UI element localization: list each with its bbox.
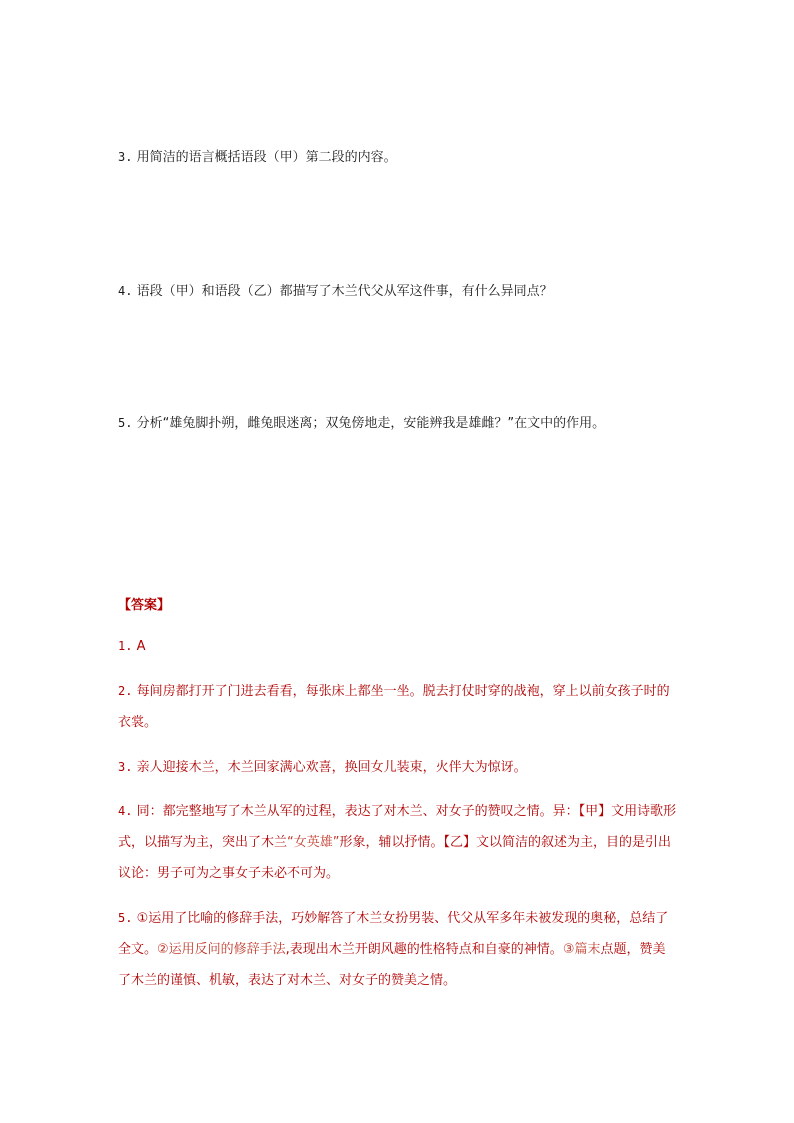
answer-number: 2. (118, 684, 133, 698)
answer-3 (118, 752, 678, 783)
answer-text: 形象，辅以抒情。 (339, 835, 444, 850)
answer-4 (118, 796, 678, 889)
answer-text-highlight: ③篇末 (562, 942, 601, 957)
tag-jia: 【甲】 (578, 804, 612, 819)
question-number: 5. (118, 416, 133, 430)
answer-text: 亲人迎接木兰，木兰回家满心欢喜，换回女儿装束，火伴大为惊讶。 (136, 760, 527, 775)
answer-text: 每间房都打开了门进去看看，每张床上都坐一坐。脱去打仗时穿的战袍，穿上以前女孩子时的衣裳。 (118, 684, 670, 730)
answer-2 (118, 676, 678, 738)
answer-number: 5. (118, 911, 133, 925)
answer-1 (118, 631, 678, 662)
answer-text-highlight: ②运用反问的修辞手法 (157, 942, 286, 957)
question-4 (118, 282, 553, 301)
question-5 (118, 414, 605, 433)
question-3 (118, 148, 397, 167)
question-text: 分析“雄兔脚扑朔，雌兔眼迷离；双兔傍地走，安能辨我是雄雌？”在文中的作用。 (136, 416, 606, 431)
answer-text: 文以简洁的叙述为主，目的是引出议论：男子可为之事女子未必不可为。 (118, 835, 672, 881)
quote-heroine: “女英雄” (287, 835, 340, 850)
answer-text: ①运用了比喻的修辞手法，巧妙解答了木兰女扮男装、代父从军多年未被发现的奥秘，总结了全文。 (118, 911, 669, 957)
answer-text: A (136, 639, 146, 654)
answer-text: 点题，赞美了木兰的谨慎、机敏，表达了对木兰、对女子的赞美之情。 (118, 942, 666, 988)
question-text: 语段（甲）和语段（乙）都描写了木兰代父从军这件事，有什么异同点？ (136, 284, 553, 299)
tag-yi: 【乙】 (443, 835, 477, 850)
answer-text: 同：都完整地写了木兰从军的过程，表达了对木兰、对女子的赞叹之情。异： (136, 804, 579, 819)
answer-number: 3. (118, 760, 133, 774)
answer-text: ,表现出木兰开朗风趣的性格特点和自豪的神情。 (285, 942, 563, 957)
question-number: 4. (118, 284, 133, 298)
answer-text: 文用诗歌形式，以描写为主，突出了木兰 (118, 804, 677, 850)
answer-heading: 【答案】 (118, 598, 171, 613)
answer-number: 4. (118, 804, 133, 818)
question-text: 用简洁的语言概括语段（甲）第二段的内容。 (136, 150, 397, 165)
question-number: 3. (118, 150, 133, 164)
answer-5 (118, 903, 678, 996)
answer-number: 1. (118, 639, 133, 653)
